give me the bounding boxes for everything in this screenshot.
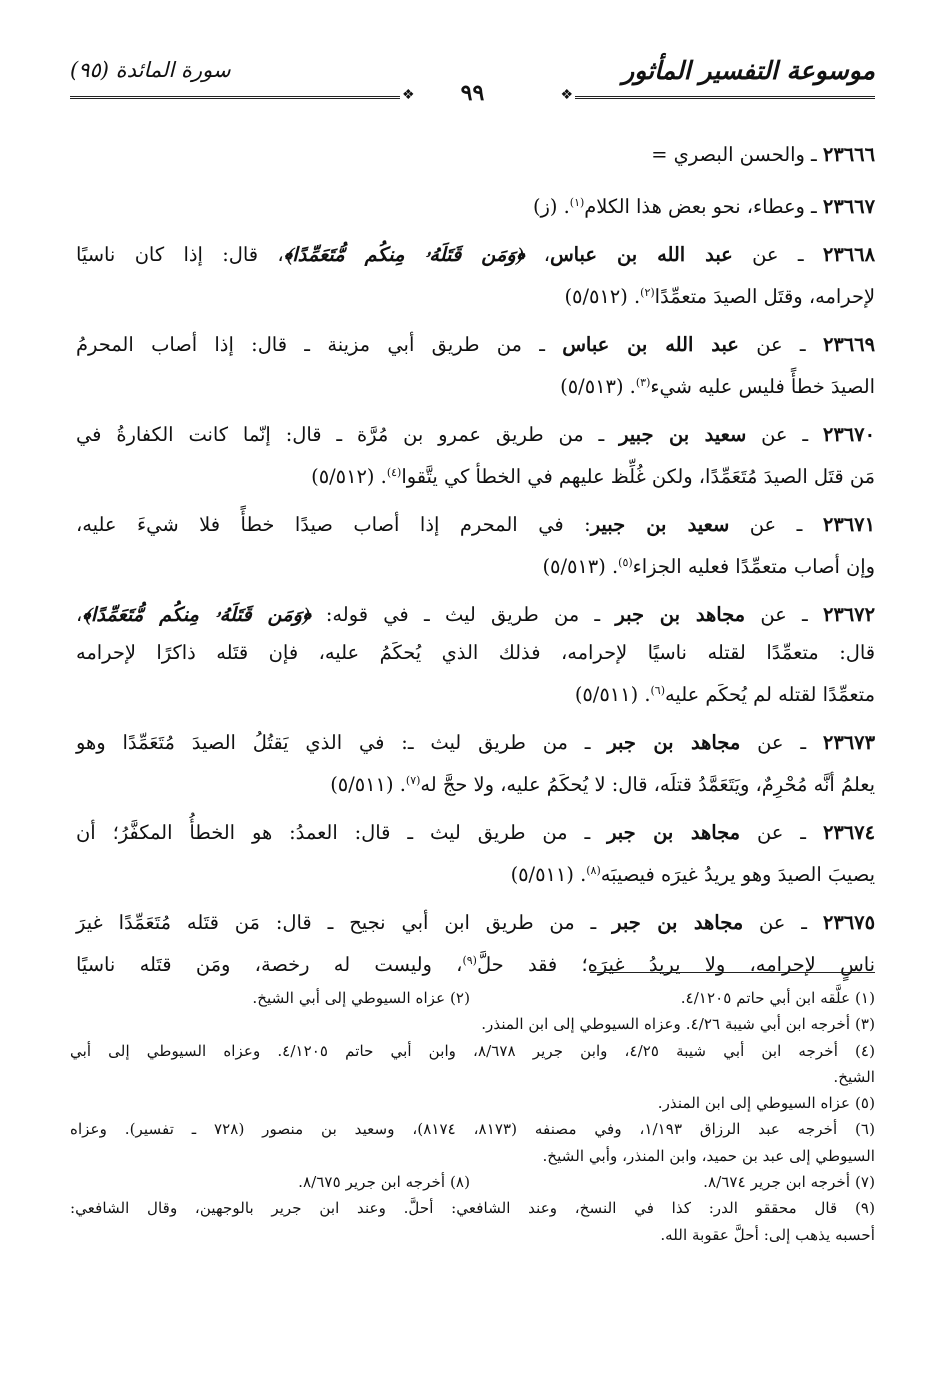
source-ref: . (٥/٥١١)	[574, 683, 651, 706]
footnote-row	[70, 985, 875, 1011]
source-ref: . (٥/٥١١)	[510, 863, 587, 886]
narration	[76, 136, 875, 174]
footnote-continuation: أحسبه يذهب إلى: أحلَّ عقوبة الله.	[660, 1225, 875, 1244]
footnote: (١) علَّقه ابن أبي حاتم ٤/١٢٠٥.	[680, 989, 875, 1007]
narration	[76, 236, 875, 316]
footnote-continuation: السيوطي إلى عبد بن حميد، وابن المنذر، وأبي الشيخ.	[542, 1146, 875, 1165]
source-ref: . (٥/٥١٢)	[564, 285, 641, 308]
footnote-ref: (٢)	[640, 286, 655, 299]
footnote-ref: (٣)	[635, 376, 651, 389]
narration	[76, 596, 875, 714]
narration-number: ٢٣٦٧٥	[822, 911, 875, 934]
footnote: (٥) عزاه السيوطي إلى ابن المنذر.	[657, 1094, 875, 1113]
narrator-name: سعيد بن جبير	[619, 423, 747, 446]
narration	[76, 724, 875, 804]
footnote-ref: (٨)	[586, 864, 601, 877]
text-line: ٢٣٦٧٢ ـ عن مجاهد بن جبر ـ من طريق ليث ـ في قوله: ﴿وَمَن قَتَلَهُۥ مِنكُم مُّتَعَمِّدًا﴾،	[76, 603, 876, 626]
footnote-ref: (٦)	[650, 684, 666, 697]
header-rule-left	[70, 96, 400, 99]
narration	[76, 814, 875, 894]
source-ref: . (٥/٥١٣)	[560, 375, 636, 398]
text-line: ٢٣٦٧٥ ـ عن مجاهد بن جبر ـ من طريق ابن أبي نجيح ـ قال: مَن قتَله مُتَعَمِّدًا غيرَ	[76, 911, 875, 934]
narration-text: وعطاء، نحو بعض هذا الكلام	[584, 195, 805, 218]
text-line: لإحرامه، وقتَل الصيدَ متعمِّدًا$^{(٢)}$. (٥/٥١٢)	[564, 285, 875, 308]
footnote-ref: (٧)	[405, 774, 421, 787]
narrator-name: مجاهد بن جبر	[607, 821, 741, 844]
narrator-name: مجاهد بن جبر	[607, 731, 741, 754]
footnote-ref: (٥)	[618, 556, 633, 569]
text-line: ٢٣٦٧٣ ـ عن مجاهد بن جبر ـ من طريق ليث ـ: في الذي يَقتُلُ الصيدَ مُتَعَمِّدًا وهو	[76, 731, 875, 754]
text-line: مَن قتَل الصيدَ مُتَعَمِّدًا، ولكن غُلِّظ عليهم في الخطأ كي يتَّقوا$^{(٤)}$. (٥/٥١٢)	[311, 465, 875, 488]
book-title: موسوعة التفسير المأثور	[622, 56, 875, 85]
narration	[76, 326, 875, 406]
narrator-name: مجاهد بن جبر	[615, 603, 746, 626]
source-ref: . (٥/٥١٢)	[311, 465, 387, 488]
narration-number: ٢٣٦٦٧	[822, 195, 875, 218]
text-line: ناسٍ لإحرامه، ولا يريدُ غيرَه؛ فقد حلَّ$^{(٩)}$، وليست له رخصة، ومَن قتَله ناسيًا	[76, 953, 875, 976]
text-line: ٢٣٦٧١ ـ عن سعيد بن جبير: في المحرم إذا أصاب صيدًا خطأً فلا شيءَ عليه،	[76, 513, 875, 536]
ornament-icon: ❖	[402, 87, 415, 103]
footnote: (٩) قال محققو الدر: كذا في النسخ، وعند الشافعي: أحلَّ. وعند ابن جرير بالوجهين، وقال الشافعي:	[70, 1199, 875, 1218]
footnote: (٢) عزاه السيوطي إلى أبي الشيخ.	[252, 989, 470, 1007]
narration-number: ٢٣٦٧٢	[822, 603, 876, 626]
narrator-name: عبد الله بن عباس	[549, 243, 733, 266]
narration-number: ٢٣٦٦٨	[822, 243, 875, 266]
text-line: ٢٣٦٧٤ ـ عن مجاهد بن جبر ـ من طريق ليث ـ قال: العمدُ: هو الخطأُ المكفَّرُ؛ أن	[76, 821, 876, 844]
text-line: ٢٣٦٦٨ ـ عن عبد الله بن عباس، ﴿وَمَن قَتَلَهُۥ مِنكُم مُّتَعَمِّدًا﴾، قال: إذا كان ناسيًا	[76, 243, 875, 266]
footnote-ref: (١)	[569, 196, 585, 209]
quran-quote: ﴿وَمَن قَتَلَهُۥ مِنكُم مُّتَعَمِّدًا﴾	[283, 243, 525, 266]
text-line: وإن أصاب متعمِّدًا فعليه الجزاء$^{(٥)}$. (٥/٥١٣)	[542, 555, 875, 578]
page-header	[70, 52, 875, 106]
text-line: يعلمُ أنَّه مُحْرِمٌ، ويَتَعَمَّدُ قتلَه، قال: لا يُحكَمُ عليه، ولا حجَّ له$^{(٧)}$. (٥/٥١١)	[330, 773, 875, 796]
footnote: (٣) أخرجه ابن أبي شيبة ٤/٢٦. وعزاه السيوطي إلى ابن المنذر.	[481, 1015, 875, 1034]
footnote-continuation: الشيخ.	[833, 1067, 875, 1086]
surah-name: سورة المائدة (٩٥)	[70, 58, 231, 82]
narration-number: ٢٣٦٧٤	[822, 821, 876, 844]
text-line: ٢٣٦٦٩ ـ عن عبد الله بن عباس ـ من طريق أبي مزينة ـ قال: إذا أصاب المحرمُ	[76, 333, 876, 356]
footnote: (٦) أخرجه عبد الرزاق ١/١٩٣، وفي مصنفه (٨١٧٣، ٨١٧٤)، وسعيد بن منصور (٧٢٨ ـ تفسير). وعزاه	[70, 1120, 876, 1139]
narration	[76, 416, 875, 496]
source-ref: . (٥/٥١١)	[330, 773, 406, 796]
footnote: (٤) أخرجه ابن أبي شيبة ٤/٢٥، وابن جرير ٨/٦٧٨، وابن أبي حاتم ٤/١٢٠٥. وعزاه السيوطي إلى أبي	[70, 1041, 875, 1060]
body-text	[76, 136, 875, 994]
narration	[76, 184, 875, 226]
text-line: متعمِّدًا لقتله لم يُحكَم عليه$^{(٦)}$. (٥/٥١١)	[574, 683, 875, 706]
narration	[76, 506, 875, 586]
footnote-ref: (٤)	[386, 466, 402, 479]
source-ref: . (٥/٥١٣)	[542, 555, 619, 578]
footnote-divider	[590, 972, 875, 973]
text-line: ٢٣٦٦٦ ـ والحسن البصري =	[651, 143, 875, 166]
narrator-name: مجاهد بن جبر	[612, 911, 744, 934]
ornament-icon: ❖	[560, 87, 573, 103]
narration-text: والحسن البصري =	[651, 143, 805, 166]
footnote: (٧) أخرجه ابن جرير ٨/٦٧٤.	[703, 1173, 875, 1192]
quran-quote: ﴿وَمَن قَتَلَهُۥ مِنكُم مُّتَعَمِّدًا﴾	[82, 603, 311, 626]
narration-number: ٢٣٦٧١	[822, 513, 875, 536]
narration-number: ٢٣٦٦٩	[822, 333, 876, 356]
narration-number: ٢٣٦٧٠	[822, 423, 875, 446]
text-line: ٢٣٦٧٠ ـ عن سعيد بن جبير ـ من طريق عمرو بن مُرَّة ـ قال: إنّما كانت الكفارةُ في	[76, 423, 875, 446]
header-rule-right	[575, 96, 875, 99]
text-line: ٢٣٦٦٧ ـ وعطاء، نحو بعض هذا الكلام$^{(١)}$. (ز)	[532, 195, 875, 218]
narrator-name: سعيد بن جبير	[590, 513, 730, 536]
footnote: (٨) أخرجه ابن جرير ٨/٦٧٥.	[298, 1173, 470, 1192]
footnotes	[70, 985, 875, 1248]
narration-number: ٢٣٦٦٦	[822, 143, 875, 166]
footnote-ref: (٩)	[462, 954, 477, 967]
text-line: قال: متعمِّدًا لقتله ناسيًا لإحرامه، فذلك الذي يُحكَمُ عليه، فإن قتَله ذاكرًا لإحرامه	[76, 641, 875, 664]
narration-number: ٢٣٦٧٣	[822, 731, 875, 754]
narrator-name: عبد الله بن عباس	[562, 333, 739, 356]
text-line: يصيبَ الصيدَ وهو يريدُ غيرَه فيصيبَه$^{(٨)}$. (٥/٥١١)	[510, 863, 875, 886]
page-number: ٩٩	[460, 80, 485, 106]
footnote-row	[70, 1169, 875, 1195]
text-line: الصيدَ خطأً فليس عليه شيء$^{(٣)}$. (٥/٥١٣)	[560, 375, 875, 398]
